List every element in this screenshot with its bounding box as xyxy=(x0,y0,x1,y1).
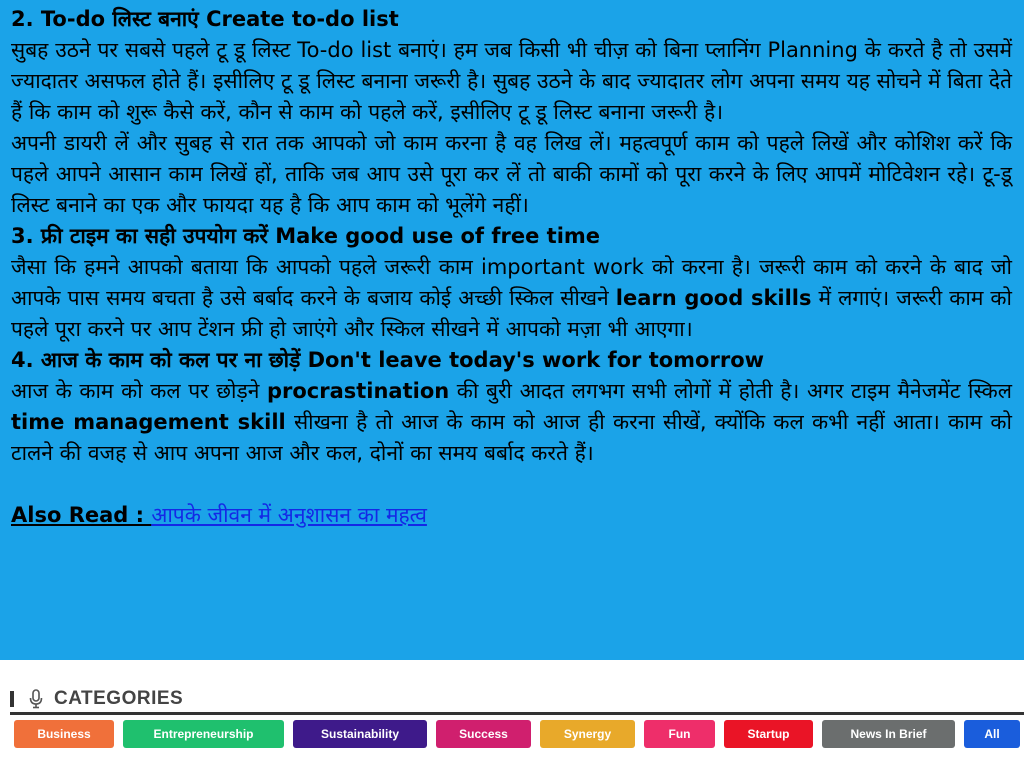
paragraph-text: आज के काम को कल पर छोड़ने xyxy=(11,379,267,403)
microphone-icon xyxy=(28,689,44,709)
categories-title: CATEGORIES xyxy=(54,688,184,709)
section-paragraph xyxy=(11,252,1012,345)
categories-section xyxy=(0,660,1024,768)
also-read-label: Also Read : xyxy=(11,503,152,527)
category-button-entrepreneurship[interactable]: Entrepreneurship xyxy=(123,720,284,748)
section-paragraph: सुबह उठने पर सबसे पहले टू डू लिस्ट To-do list बनाएं। हम जब किसी भी चीज़ को बिना प्लानिंग Planning के करते है तो उसमें ज्यादातर असफल होते हैं। इसीलिए टू डू लिस्ट बनाना जरूरी है। सुबह उठने के बाद ज्यादातर लोग अपना समय यह सोचने में बिता देते हैं कि काम को शुरू कैसे करें, कौन से काम को पहले करें, इसीलिए टू डू लिस्ट बनाना जरूरी है। xyxy=(11,38,1012,124)
paragraph-text: जैसा कि हमने आपको बताया कि आपको पहले जरूरी काम important work को करना है। जरूरी काम को करने के बाद जो आपके पास समय बचता है उसे बर्बाद करने के बजाय कोई अच्छी स्किल सीखने xyxy=(11,255,1012,310)
category-button-all[interactable]: All xyxy=(964,720,1020,748)
spacer xyxy=(11,469,1012,500)
paragraph-text: में लगाएं। जरूरी काम को पहले पूरा करने पर आप टेंशन फ्री हो जाएंगे और स्किल सीखने में आपको मज़ा भी आएगा। xyxy=(11,286,1012,341)
category-button-synergy[interactable]: Synergy xyxy=(540,720,635,748)
heading-marker xyxy=(10,691,14,707)
category-button-startup[interactable]: Startup xyxy=(724,720,813,748)
divider xyxy=(10,712,1024,715)
category-button-news-in-brief[interactable]: News In Brief xyxy=(822,720,955,748)
category-button-fun[interactable]: Fun xyxy=(644,720,715,748)
section-paragraph: अपनी डायरी लें और सुबह से रात तक आपको जो काम करना है वह लिख लें। महत्वपूर्ण काम को पहले लिखें और कोशिश करें कि पहले आपने आसान काम लिखें हों, ताकि जब आप उसे पूरा कर लें तो बाकी कामों को पूरा करने के लिए आपमें मोटिवेशन रहे। टू-डू लिस्ट बनाने का एक और फायदा यह है कि आप काम को भूलेंगे नहीं। xyxy=(11,131,1012,217)
category-button-success[interactable]: Success xyxy=(436,720,531,748)
section-heading-todo: 2. To-do लिस्ट बनाएं Create to-do list xyxy=(11,7,399,31)
paragraph-text: की बुरी आदत लगभग सभी लोगों में होती है। अगर टाइम मैनेजमेंट स्किल xyxy=(449,379,1012,403)
also-read-link[interactable]: आपके जीवन में अनुशासन का महत्व xyxy=(151,503,427,527)
section-heading-procrastination: 4. आज के काम को कल पर ना छोड़ें Don't leave today's work for tomorrow xyxy=(11,348,765,372)
category-list xyxy=(14,720,1020,748)
section-heading-free-time: 3. फ्री टाइम का सही उपयोग करें Make good use of free time xyxy=(11,224,601,248)
paragraph-text: सीखना है तो आज के काम को आज ही करना सीखें, क्योंकि कल कभी नहीं आता। काम को टालने की वजह से आप अपना आज और कल, दोनों का समय बर्बाद करते हैं। xyxy=(11,410,1012,465)
category-button-business[interactable]: Business xyxy=(14,720,114,748)
category-button-sustainability[interactable]: Sustainability xyxy=(293,720,427,748)
bold-phrase: time management skill xyxy=(11,410,286,434)
categories-heading xyxy=(10,688,183,710)
also-read xyxy=(11,500,1012,531)
bold-phrase: procrastination xyxy=(266,379,450,403)
section-paragraph xyxy=(11,376,1012,469)
bold-phrase: learn good skills xyxy=(615,286,812,310)
